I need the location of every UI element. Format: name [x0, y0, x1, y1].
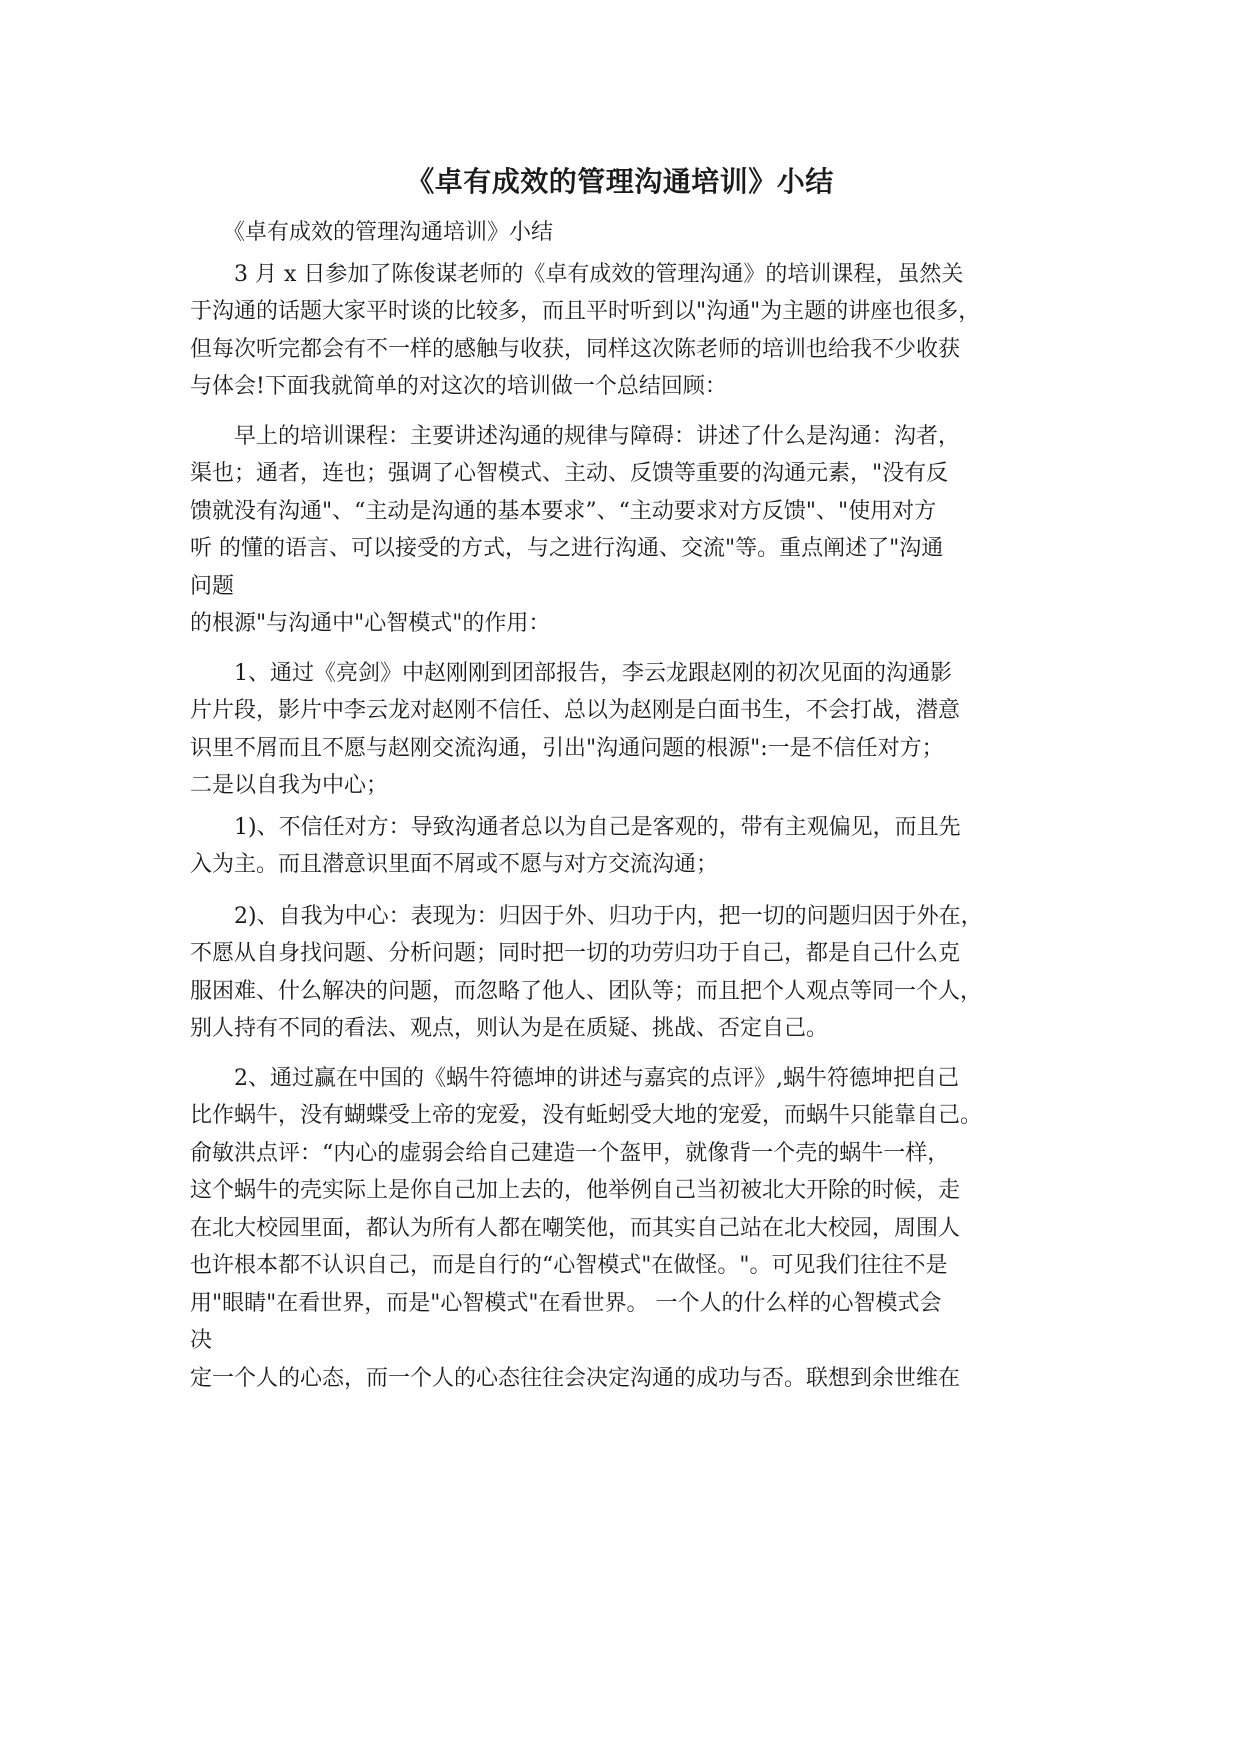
text-line: 识里不屑而且不愿与赵刚交流沟通，引出"沟通问题的根源":一是不信任对方；: [190, 735, 944, 761]
text-line: 也许根本都不认识自己，而是自行的“心智模式"在做怪。"。可见我们往往不是: [190, 1253, 948, 1278]
paragraph-intro: [190, 256, 1070, 406]
text-line: 但每次听完都会有不一样的感触与收获，同样这次陈老师的培训也给我不少收获: [190, 336, 961, 362]
text-line: 的根源"与沟通中"心智模式"的作用：: [190, 611, 551, 636]
text-line: 在北大校园里面，都认为所有人都在嘲笑他，而其实自己站在北大校园，周围人: [190, 1215, 961, 1241]
text-line: 俞敏洪点评：“内心的虚弱会给自己建造一个盔甲，就像背一个壳的蜗牛一样，: [190, 1140, 950, 1166]
text-line: 1)、不信任对方：导致沟通者总以为自己是客观的，带有主观偏见，而且先: [190, 814, 961, 840]
text-line: 决: [190, 1328, 213, 1353]
text-line: 听 的懂的语言、可以接受的方式，与之进行沟通、交流"等。重点阐述了"沟通: [190, 536, 944, 561]
text-line: 2)、自我为中心：表现为：归因于外、归功于内，把一切的问题归因于外在，: [190, 903, 983, 929]
text-line: 1、通过《亮剑》中赵刚刚到团部报告，李云龙跟赵刚的初次见面的沟通影: [190, 660, 952, 686]
text-line: 于沟通的话题大家平时谈的比较多，而且平时听到以"沟通"为主题的讲座也很多，: [190, 299, 981, 324]
text-line: 二是以自我为中心；: [190, 773, 389, 798]
text-line: 别人持有不同的看法、观点，则认为是在质疑、挑战、否定自己。: [190, 1016, 829, 1041]
text-line: 片片段，影片中李云龙对赵刚不信任、总以为赵刚是白面书生，不会打战，潜意: [190, 698, 961, 723]
paragraph-point-1-1: [190, 809, 1070, 884]
text-line: 问题: [190, 573, 235, 599]
text-line: 入为主。而且潜意识里面不屑或不愿与对方交流沟通；: [190, 852, 719, 877]
text-line: 2、通过赢在中国的《蜗牛符德坤的讲述与嘉宾的点评》,蜗牛符德坤把自己: [190, 1065, 959, 1091]
text-line: 与体会!下面我就简单的对这次的培训做一个总结回顾：: [190, 374, 727, 399]
text-line: 馈就没有沟通"、“主动是沟通的基本要求”、“主动要求对方反馈"、"使用对方: [190, 498, 937, 524]
document-body: [190, 214, 1070, 1397]
text-line: 3 月 x 日参加了陈俊谋老师的《卓有成效的管理沟通》的培训课程，虽然关: [190, 261, 964, 287]
paragraph-point-1: [190, 655, 1070, 805]
text-line: 定一个人的心态，而一个人的心态往往会决定沟通的成功与否。联想到余世维在: [190, 1365, 961, 1391]
paragraph-point-2: [190, 1060, 1070, 1398]
paragraph-subtitle: [190, 214, 1070, 252]
text-line: 渠也；通者，连也；强调了心智模式、主动、反馈等重要的沟通元素，"没有反: [190, 461, 949, 486]
text-line: 用"眼睛"在看世界，而是"心智模式"在看世界。 一个人的什么样的心智模式会: [190, 1290, 942, 1316]
text-line: 不愿从自身找问题、分析问题；同时把一切的功劳归功于自己，都是自己什么克: [190, 941, 961, 966]
text-line: 服困难、什么解决的问题，而忽略了他人、团队等；而且把个人观点等同一个人，: [190, 978, 983, 1004]
document-title: 《卓有成效的管理沟通培训》小结: [406, 165, 834, 198]
text-line: 这个蜗牛的壳实际上是你自己加上去的，他举例自己当初被北大开除的时候，走: [190, 1178, 961, 1203]
text-line: 《卓有成效的管理沟通培训》小结: [190, 220, 554, 245]
text-line: 早上的培训课程：主要讲述沟通的规律与障碍：讲述了什么是沟通：沟者，: [190, 423, 961, 449]
paragraph-point-1-2: [190, 898, 1070, 1048]
text-line: 比作蜗牛，没有蝴蝶受上帝的宠爱，没有蚯蚓受大地的宠爱，而蜗牛只能靠自己。: [190, 1103, 983, 1128]
paragraph-morning-course: [190, 418, 1070, 643]
